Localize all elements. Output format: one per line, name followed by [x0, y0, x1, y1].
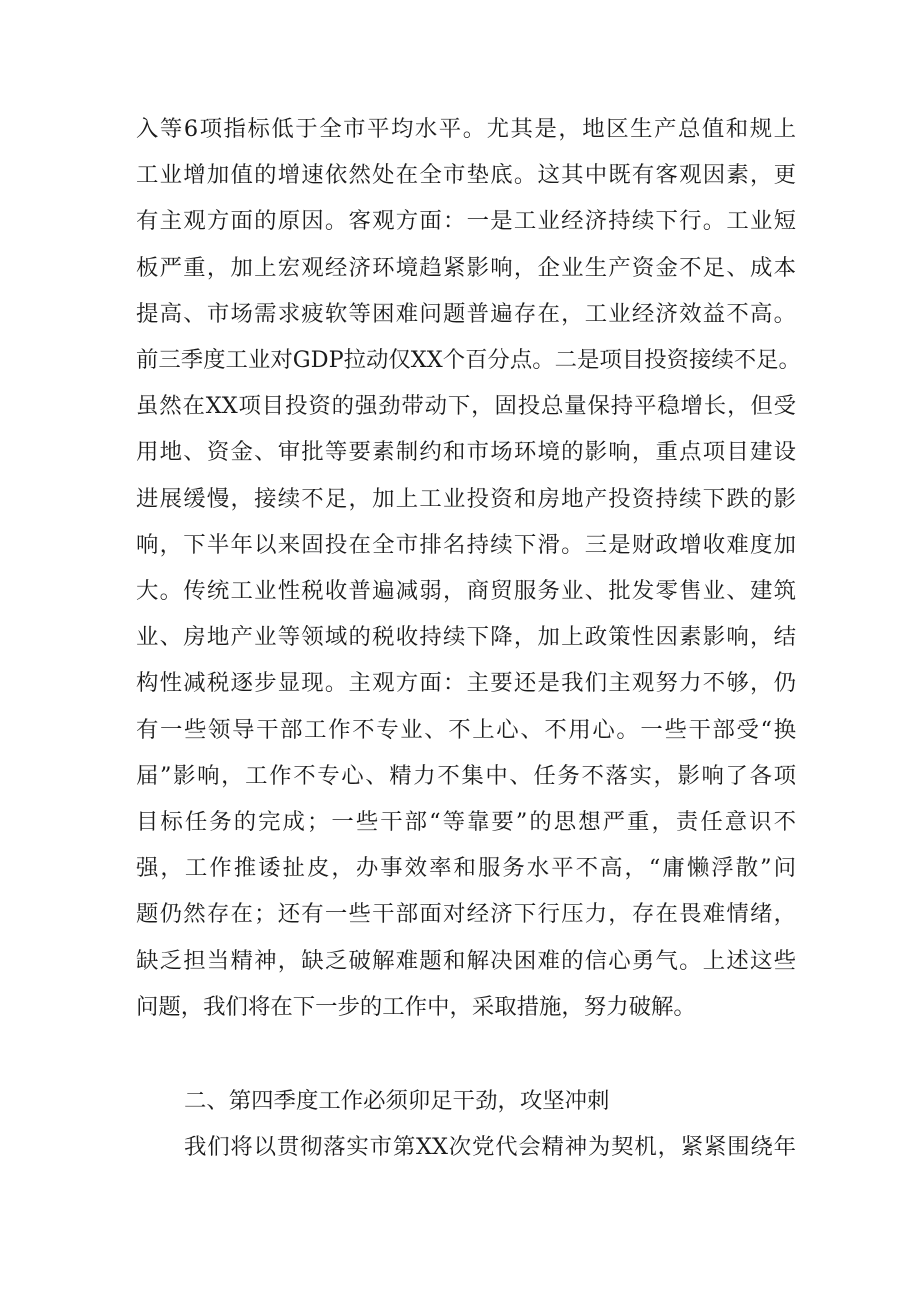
- paragraph-1-line: 前三季度工业对GDP拉动仅XX个百分点。二是项目投资接续不足。: [136, 347, 801, 373]
- paragraph-1-line: 题仍然存在；还有一些干部面对经济下行压力，存在畏难情绪，: [136, 901, 796, 928]
- paragraph-2-first-line: 我们将以贯彻落实市第XX次党代会精神为契机，紧紧围绕年: [184, 1134, 796, 1160]
- paragraph-1-line: 缺乏担当精神，缺乏破解难题和解决困难的信心勇气。上述这些: [136, 947, 796, 974]
- section-heading: 二、第四季度工作必须卯足干劲，攻坚冲刺: [184, 1088, 610, 1114]
- paragraph-1-line: 大。传统工业性税收普遍减弱，商贸服务业、批发零售业、建筑: [136, 578, 796, 604]
- paragraph-1-line: 入等6项指标低于全市平均水平。尤其是，地区生产总值和规上: [136, 116, 796, 142]
- paragraph-1-line: 目标任务的完成；一些干部“等靠要”的思想严重，责任意识不: [136, 809, 796, 835]
- paragraph-1-line: 响，下半年以来固投在全市排名持续下滑。三是财政增收难度加: [136, 531, 796, 558]
- paragraph-1-line: 强，工作推诿扯皮，办事效率和服务水平不高，“庸懒浮散”问: [136, 855, 796, 882]
- paragraph-1-line: 工业增加值的增速依然处在全市垫底。这其中既有客观因素，更: [136, 162, 796, 189]
- paragraph-1-line: 有主观方面的原因。客观方面：一是工业经济持续下行。工业短: [136, 208, 796, 235]
- paragraph-1-line: 用地、资金、审批等要素制约和市场环境的影响，重点项目建设: [136, 439, 796, 466]
- paragraph-1-line: 业、房地产业等领域的税收持续下降，加上政策性因素影响，结: [136, 624, 796, 651]
- paragraph-1-line: 提高、市场需求疲软等困难问题普遍存在，工业经济效益不高。: [136, 300, 796, 327]
- paragraph-1-line: 问题，我们将在下一步的工作中，采取措施，努力破解。: [136, 993, 696, 1020]
- paragraph-1-line: 有一些领导干部工作不专业、不上心、不用心。一些干部受“换: [136, 716, 796, 743]
- paragraph-1-line: 虽然在XX项目投资的强劲带动下，固投总量保持平稳增长，但受: [136, 393, 796, 420]
- paragraph-1-line: 进展缓慢，接续不足，加上工业投资和房地产投资持续下跌的影: [136, 485, 796, 512]
- paragraph-1-line: 板严重，加上宏观经济环境趋紧影响，企业生产资金不足、成本: [136, 254, 796, 281]
- paragraph-1-line: 届”影响，工作不专心、精力不集中、任务不落实，影响了各项: [136, 762, 796, 789]
- paragraph-1-line: 构性减税逐步显现。主观方面：主要还是我们主观努力不够，仍: [136, 670, 796, 697]
